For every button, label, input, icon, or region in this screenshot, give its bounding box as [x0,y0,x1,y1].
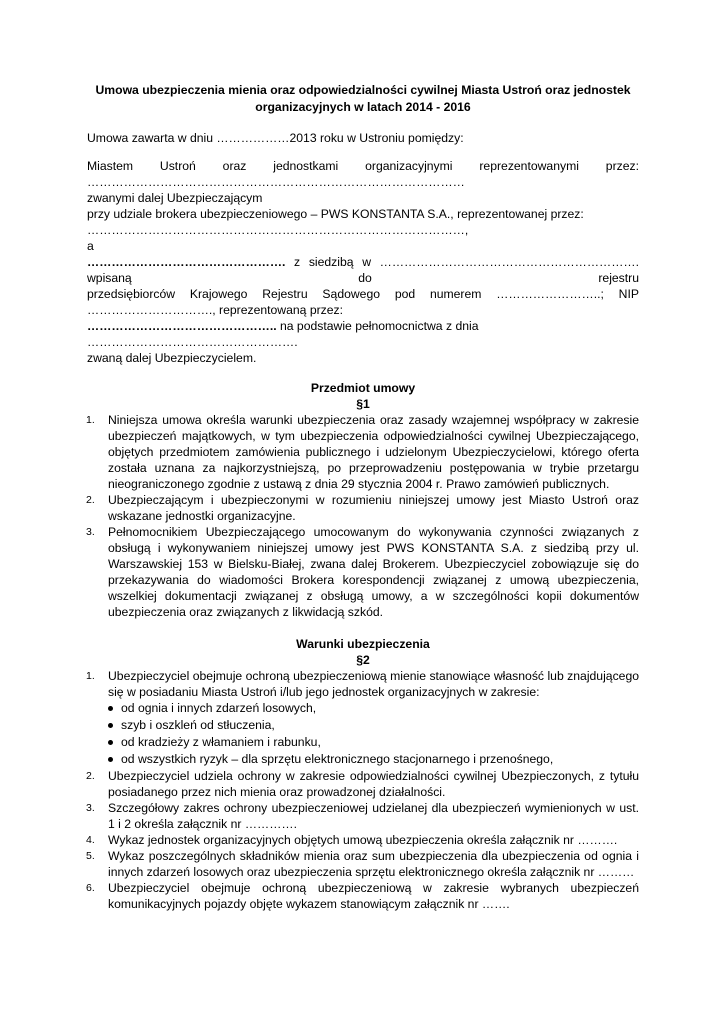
list-item [87,668,639,700]
insurer-line-2: przedsiębiorców Krajowego Rejestru Sądowego pod numerem ……………………..; NIP [87,287,639,301]
bullet-text: od ognia i innych zdarzeń losowych, [121,701,317,715]
list-item [87,492,639,524]
title-line-1: Umowa ubezpieczenia mienia oraz odpowiedzialności cywilnej Miasta Ustroń oraz jednostek [95,83,631,97]
insurer-line-5: zwaną dalej Ubezpieczycielem. [87,351,257,365]
section1-heading [87,380,639,412]
section1-title: Przedmiot umowy [310,381,416,395]
party1-line-2: ………………………………………………………………………………… [87,175,465,189]
bullet-icon [108,757,113,762]
item-number: 5. [86,850,95,862]
section1-list [87,412,639,620]
bullet-text: od wszystkich ryzyk – dla sprzętu elektronicznego stacjonarnego i przenośnego, [121,752,554,766]
item-number: 3. [86,526,95,538]
section2-list-continued [87,768,639,912]
item-number: 2. [86,494,95,506]
item-text: Ubezpieczyciel udziela ochrony w zakresie odpowiedzialności cywilnej Ubezpieczonych, z tytułu posiadanego przez nich mienia oraz prowadzonej działalności. [108,769,639,799]
party1-line-3: zwanymi dalej Ubezpieczającym [87,191,263,205]
item-text: Ubezpieczyciel obejmuje ochroną ubezpieczeniową w zakresie wybranych ubezpieczeń komunikacyjnych pojazdy objęte wykazem stanowiącym załącznik nr ……. [108,881,639,911]
insurer-line-3: …………………………., reprezentowaną przez: [87,303,344,317]
bullet-text: szyb i oszkleń od stłuczenia, [121,718,275,732]
item-text: Wykaz jednostek organizacyjnych objętych umową ubezpieczenia określa załącznik nr ………. [108,833,618,847]
bullet-item [108,700,639,717]
insurer-line-1 [87,254,639,286]
insurer-rep-blank: ……………………………………….. [87,319,277,333]
section2-paragraph-mark: §2 [356,653,370,667]
bullet-text: od kradzieży z włamaniem i rabunku, [121,735,321,749]
list-item [87,848,639,880]
coverage-bullet-list [87,700,639,768]
item-text: Niniejsza umowa określa warunki ubezpieczenia oraz zasady wzajemnej współpracy w zakresie ubezpieczeń majątkowych, w tym ubezpieczenia odpowiedzialności cywilnej Ubezpieczającego, objętych przedmiotem zamówienia publicznego i udzielonym Ubezpieczycielowi, którego oferta została uznana za najkorzystniejszą, po przeprowadzeniu postępowania w trybie przetargu nieograniczonego zgodnie z ustawą z dnia 29 stycznia 2004 r. Prawo zamówień publicznych. [108,413,639,491]
insurer-name-blank: …………………………………………. [87,255,286,269]
insurer-line-4 [87,318,639,350]
item-text: Szczegółowy zakres ochrony ubezpieczeniowej udzielanej dla ubezpieczeń wymienionych w ust. 1 i 2 określa załącznik nr …………. [108,801,639,831]
document-title [87,82,639,116]
item-text: Wykaz poszczególnych składników mienia oraz sum ubezpieczenia dla ubezpieczenia od ognia i innych zdarzeń losowych oraz ubezpieczenia sprzętu elektronicznego określa załącznik nr ……… [108,849,639,879]
list-item [87,412,639,492]
list-item [87,524,639,620]
conjunction-a: a [87,239,94,253]
item-number: 1. [86,414,95,426]
list-item [87,880,639,912]
item-text: Pełnomocnikiem Ubezpieczającego umocowanym do wykonywania czynności związanych z obsługą i wykonywaniem niniejszej umowy jest PWS KONSTANTA S.A. z siedzibą przy ul. Warszawskiej 153 w Bielsku-Białej, zwana dalej Brokerem. Ubezpieczyciel zobowiązuje się do przekazywania do wiadomości Brokera korespondencji związanej z umową ubezpieczenia, wszelkiej dokumentacji związanej z obsługą umowy, a w szczególności kopii dokumentów ubezpieczenia oraz związanych z likwidacją szkód. [108,525,639,619]
item-number: 1. [86,670,95,682]
item-number: 6. [86,882,95,894]
item-text: Ubezpieczającym i ubezpieczonymi w rozumieniu niniejszej umowy jest Miasto Ustroń oraz wskazane jednostki organizacyjne. [108,493,639,523]
party1-line-1: Miastem Ustroń oraz jednostkami organizacyjnymi reprezentowanymi przez: [87,159,639,173]
bullet-icon [108,740,113,745]
broker-line-1: przy udziale brokera ubezpieczeniowego – PWS KONSTANTA S.A., reprezentowanej przez: [87,207,584,221]
section2-heading [87,636,639,668]
section2-list [87,668,639,700]
list-item [87,832,639,848]
title-line-2: organizacyjnych w latach 2014 - 2016 [255,100,471,114]
list-item [87,800,639,832]
insurer-seat-text: z siedzibą w ………………………………………………………. wpisaną do rejestru [87,255,639,285]
section1-paragraph-mark: §1 [356,397,370,411]
parties-block [87,158,639,366]
item-number: 3. [86,802,95,814]
contract-date-line: Umowa zawarta w dniu ………………2013 roku w Ustroniu pomiędzy: [87,131,464,145]
bullet-item [108,717,639,734]
bullet-item [108,734,639,751]
item-number: 4. [86,834,95,846]
list-item [87,768,639,800]
bullet-icon [108,706,113,711]
insurer-power-text: na podstawie pełnomocnictwa z dnia ……………………………………………. [87,319,479,349]
section2-title: Warunki ubezpieczenia [296,637,430,651]
item-text: Ubezpieczyciel obejmuje ochroną ubezpieczeniową mienie stanowiące własność lub znajdującego się w posiadaniu Miasta Ustroń i/lub jego jednostek organizacyjnych w zakresie: [108,669,639,699]
bullet-icon [108,723,113,728]
bullet-item [108,751,639,768]
item-number: 2. [86,770,95,782]
broker-line-2: …………………………………………………………………………………, [87,223,469,237]
